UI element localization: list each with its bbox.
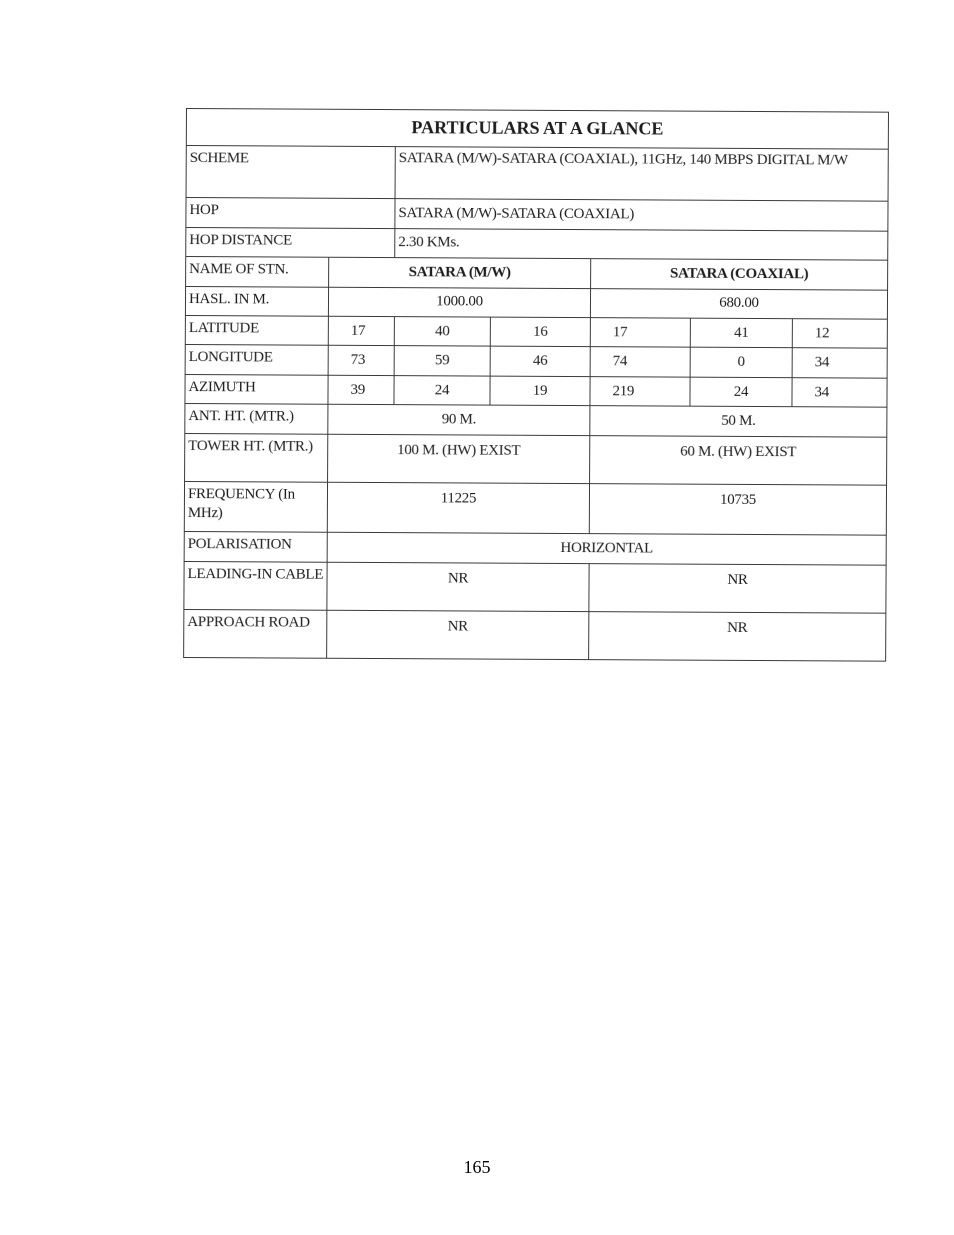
table-title: PARTICULARS AT A GLANCE (186, 109, 888, 149)
approach-road-row (184, 610, 886, 661)
station-b-name: SATARA (COAXIAL) (591, 259, 888, 290)
title-row (186, 109, 888, 149)
longitude-label: LONGITUDE (185, 345, 328, 375)
station-a-azimuth-min: 24 (394, 375, 490, 405)
station-a-longitude-sec: 46 (490, 347, 590, 377)
tower-height-label: TOWER HT. (MTR.) (185, 433, 328, 482)
approach-road-label: APPROACH ROAD (184, 610, 327, 659)
station-a-name: SATARA (M/W) (329, 257, 591, 288)
station-b-latitude-sec: 12 (792, 319, 887, 349)
station-b-leading-in-cable: NR (589, 563, 886, 613)
longitude-row (185, 345, 887, 378)
station-b-longitude-sec: 34 (792, 348, 887, 378)
station-a-antenna-height: 90 M. (328, 404, 590, 435)
hop-distance-row (186, 227, 888, 260)
frequency-label: FREQUENCY (In MHz) (184, 482, 327, 532)
station-a-tower-height: 100 M. (HW) EXIST (328, 434, 590, 484)
latitude-label: LATITUDE (185, 315, 328, 345)
station-a-longitude-min: 59 (394, 346, 490, 376)
scanned-table-image (183, 108, 888, 662)
antenna-height-row (185, 404, 887, 437)
station-a-leading-in-cable: NR (327, 562, 589, 612)
station-b-azimuth-deg: 219 (590, 376, 690, 406)
station-a-latitude-sec: 16 (490, 317, 590, 347)
frequency-row (184, 482, 886, 535)
leading-in-cable-row (184, 561, 886, 613)
station-a-approach-road: NR (327, 610, 589, 659)
station-a-longitude-deg: 73 (328, 346, 394, 376)
station-b-tower-height: 60 M. (HW) EXIST (590, 435, 887, 485)
station-a-hasl: 1000.00 (328, 287, 590, 318)
station-a-azimuth-deg: 39 (328, 375, 394, 405)
polarisation-row (184, 532, 886, 565)
hop-value: SATARA (M/W)-SATARA (COAXIAL) (395, 199, 888, 231)
scheme-row (186, 145, 888, 201)
leading-in-cable-label: LEADING-IN CABLE (184, 561, 327, 610)
station-b-azimuth-sec: 34 (792, 378, 887, 408)
station-b-longitude-min: 0 (690, 348, 792, 378)
hop-label: HOP (186, 198, 395, 229)
station-a-frequency: 11225 (327, 483, 589, 534)
particulars-table (183, 108, 889, 662)
station-b-latitude-deg: 17 (590, 318, 690, 348)
station-a-latitude-min: 40 (394, 317, 490, 347)
station-b-latitude-min: 41 (690, 318, 792, 348)
station-b-approach-road: NR (589, 612, 886, 661)
station-b-hasl: 680.00 (590, 288, 887, 319)
hop-row (186, 198, 888, 231)
latitude-row (185, 315, 887, 348)
azimuth-label: AZIMUTH (185, 374, 328, 404)
scheme-label: SCHEME (186, 145, 395, 199)
station-name-label: NAME OF STN. (186, 257, 329, 287)
page-number: 165 (463, 1157, 491, 1177)
hasl-row (185, 286, 887, 319)
station-b-antenna-height: 50 M. (590, 406, 887, 437)
antenna-height-label: ANT. HT. (MTR.) (185, 404, 328, 434)
polarisation-value: HORIZONTAL (327, 532, 886, 564)
hasl-label: HASL. IN M. (185, 286, 328, 316)
station-b-frequency: 10735 (589, 484, 886, 535)
scheme-value: SATARA (M/W)-SATARA (COAXIAL), 11GHz, 140 MBPS DIGITAL M/W (395, 146, 888, 201)
station-b-longitude-deg: 74 (590, 347, 690, 377)
polarisation-label: POLARISATION (184, 532, 327, 562)
station-b-azimuth-min: 24 (690, 377, 792, 407)
station-name-row (186, 257, 888, 290)
station-a-latitude-deg: 17 (328, 316, 394, 346)
tower-height-row (185, 433, 887, 485)
hop-distance-value: 2.30 KMs. (395, 228, 888, 260)
hop-distance-label: HOP DISTANCE (186, 227, 395, 258)
station-a-azimuth-sec: 19 (490, 376, 590, 406)
azimuth-row (185, 374, 887, 407)
